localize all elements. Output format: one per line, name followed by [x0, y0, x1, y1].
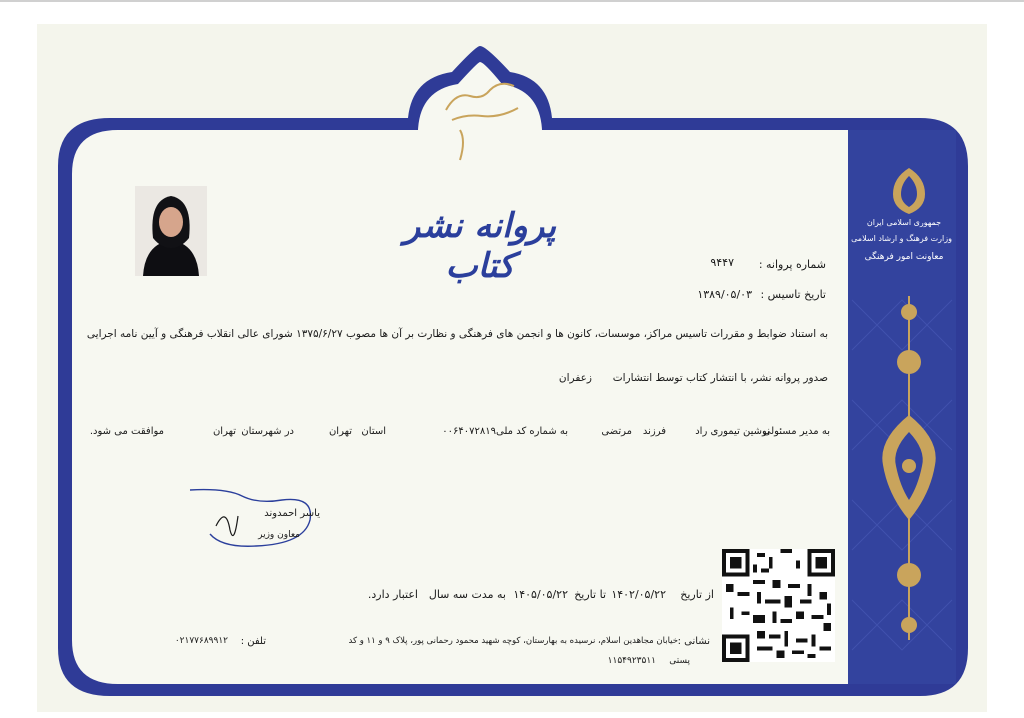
child-of-label: فرزند: [642, 426, 666, 437]
side-label-deputy: معاونت امور فرهنگی: [864, 252, 944, 262]
side-label-ministry: وزارت فرهنگ و ارشاد اسلامی: [851, 234, 952, 243]
province-label: استان: [361, 426, 386, 437]
signatory-name: یاسر احمدوند: [264, 508, 320, 519]
side-label-country: جمهوری اسلامی ایران: [866, 218, 942, 227]
signature-scribble-icon: [186, 486, 322, 556]
validity-from-value: ۱۴۰۲/۰۵/۲۲: [611, 588, 666, 601]
body-text-line2: صدور پروانه نشر، با انتشار کتاب توسط انتشارات: [612, 372, 828, 384]
publisher-name: زعفران: [558, 372, 592, 384]
validity-to-value: ۱۴۰۵/۰۵/۲۲: [513, 588, 568, 601]
signatory-title: معاون وزیر: [258, 530, 300, 540]
license-number-label: شماره پروانه :: [758, 258, 826, 271]
side-panel: [848, 130, 956, 684]
validity-to-label: تا تاریخ: [574, 588, 606, 601]
father-name: مرتضی: [601, 426, 632, 437]
validity-suffix: اعتبار دارد.: [367, 588, 418, 601]
postal-code: ۱۱۵۴۹۲۳۵۱۱: [607, 656, 656, 666]
duration-value: سه سال: [428, 588, 468, 601]
responsible-name: نوشین تیموری راد: [695, 426, 770, 437]
national-id-label: به شماره کد ملی: [496, 426, 568, 437]
founding-date-value: ۱۳۸۹/۰۵/۰۳: [697, 288, 752, 301]
phone-value: ۰۲۱۷۷۶۸۹۹۱۲: [174, 636, 228, 646]
license-number-value: ۹۴۴۷: [710, 256, 734, 269]
phone-label: تلفن :: [240, 636, 266, 647]
applicant-photo: [135, 186, 207, 276]
founding-date-label: تاریخ تاسیس :: [760, 288, 826, 301]
page-title: پروانه نشر کتاب: [403, 206, 557, 286]
national-id-value: ۰۰۶۴۰۷۲۸۱۹: [442, 426, 496, 437]
qr-code: [722, 549, 835, 662]
city-value: تهران: [212, 426, 236, 437]
address-label: نشانی :: [677, 636, 710, 647]
duration-label: به مدت: [471, 588, 506, 601]
body-text-line1: به استناد ضوابط و مقررات تاسیس مراکز، موسسات، کانون ها و انجمن های فرهنگی و نظارت بر آن ها مصوب ۱۳۷۵/۶/۲۷ شورای عالی انقلاب فرهنگی و آیین نامه اجرایی: [86, 328, 828, 340]
approval-text: موافقت می شود.: [89, 426, 164, 437]
province-value: تهران: [328, 426, 352, 437]
city-label: در شهرستان: [241, 426, 294, 437]
postal-label: پستی: [669, 656, 690, 666]
validity-from-label: از تاریخ: [680, 588, 714, 601]
responsible-label: به مدیر مسئولی: [762, 426, 830, 437]
address-value: خیابان مجاهدین اسلام، نرسیده به بهارستان، کوچه شهید محمود رحمانی پور، پلاک ۹ و ۱۱ و کد: [348, 636, 678, 646]
